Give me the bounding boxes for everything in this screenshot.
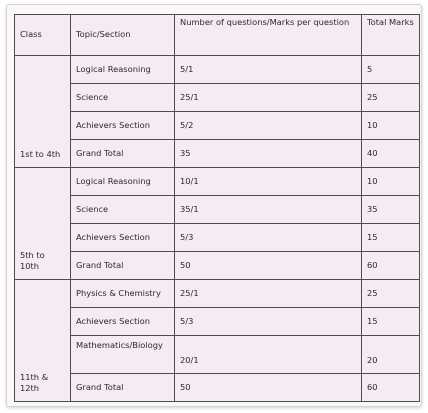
table-row bbox=[15, 252, 420, 280]
total-cell: 5 bbox=[362, 56, 420, 84]
table-row bbox=[15, 224, 420, 252]
questions-cell: 20/1 bbox=[175, 336, 362, 374]
topic-cell: Grand Total bbox=[71, 252, 175, 280]
marks-table bbox=[14, 14, 420, 402]
header-class: Class bbox=[15, 15, 71, 56]
table-row bbox=[15, 308, 420, 336]
questions-cell: 5/2 bbox=[175, 112, 362, 140]
questions-cell: 5/3 bbox=[175, 308, 362, 336]
topic-cell bbox=[71, 336, 175, 374]
table-row bbox=[15, 196, 420, 224]
questions-cell: 50 bbox=[175, 374, 362, 402]
topic-cell: Logical Reasoning bbox=[71, 168, 175, 196]
header-total: Total Marks bbox=[362, 15, 420, 56]
questions-cell: 5/3 bbox=[175, 224, 362, 252]
questions-cell: 35/1 bbox=[175, 196, 362, 224]
class-cell: 1st to 4th bbox=[15, 56, 71, 168]
total-cell: 10 bbox=[362, 168, 420, 196]
total-cell: 15 bbox=[362, 308, 420, 336]
table-row bbox=[15, 336, 420, 374]
topic-cell: Science bbox=[71, 84, 175, 112]
table-row bbox=[15, 56, 420, 84]
topic-cell: Grand Total bbox=[71, 140, 175, 168]
table-row bbox=[15, 374, 420, 402]
class-cell: 5th to 10th bbox=[15, 168, 71, 280]
total-cell: 35 bbox=[362, 196, 420, 224]
total-cell: 20 bbox=[362, 336, 420, 374]
total-cell: 25 bbox=[362, 280, 420, 308]
topic-cell: Achievers Section bbox=[71, 308, 175, 336]
total-cell: 40 bbox=[362, 140, 420, 168]
class-cell: 11th & 12th bbox=[15, 280, 71, 402]
total-cell: 10 bbox=[362, 112, 420, 140]
topic-text: Mathematics/Biology bbox=[76, 340, 163, 350]
questions-cell: 25/1 bbox=[175, 84, 362, 112]
table-row bbox=[15, 84, 420, 112]
topic-cell: Physics & Chemistry bbox=[71, 280, 175, 308]
table-row bbox=[15, 168, 420, 196]
total-cell: 15 bbox=[362, 224, 420, 252]
topic-cell: Grand Total bbox=[71, 374, 175, 402]
header-row bbox=[15, 15, 420, 56]
total-cell: 60 bbox=[362, 252, 420, 280]
header-questions: Number of questions/Marks per question bbox=[175, 15, 362, 56]
total-cell: 60 bbox=[362, 374, 420, 402]
questions-cell: 50 bbox=[175, 252, 362, 280]
header-topic: Topic/Section bbox=[71, 15, 175, 56]
table-row bbox=[15, 140, 420, 168]
topic-cell: Science bbox=[71, 196, 175, 224]
topic-cell: Logical Reasoning bbox=[71, 56, 175, 84]
questions-cell: 10/1 bbox=[175, 168, 362, 196]
table-row bbox=[15, 112, 420, 140]
total-cell: 25 bbox=[362, 84, 420, 112]
table-row bbox=[15, 280, 420, 308]
questions-cell: 35 bbox=[175, 140, 362, 168]
questions-cell: 5/1 bbox=[175, 56, 362, 84]
topic-cell: Achievers Section bbox=[71, 224, 175, 252]
questions-cell: 25/1 bbox=[175, 280, 362, 308]
topic-cell: Achievers Section bbox=[71, 112, 175, 140]
